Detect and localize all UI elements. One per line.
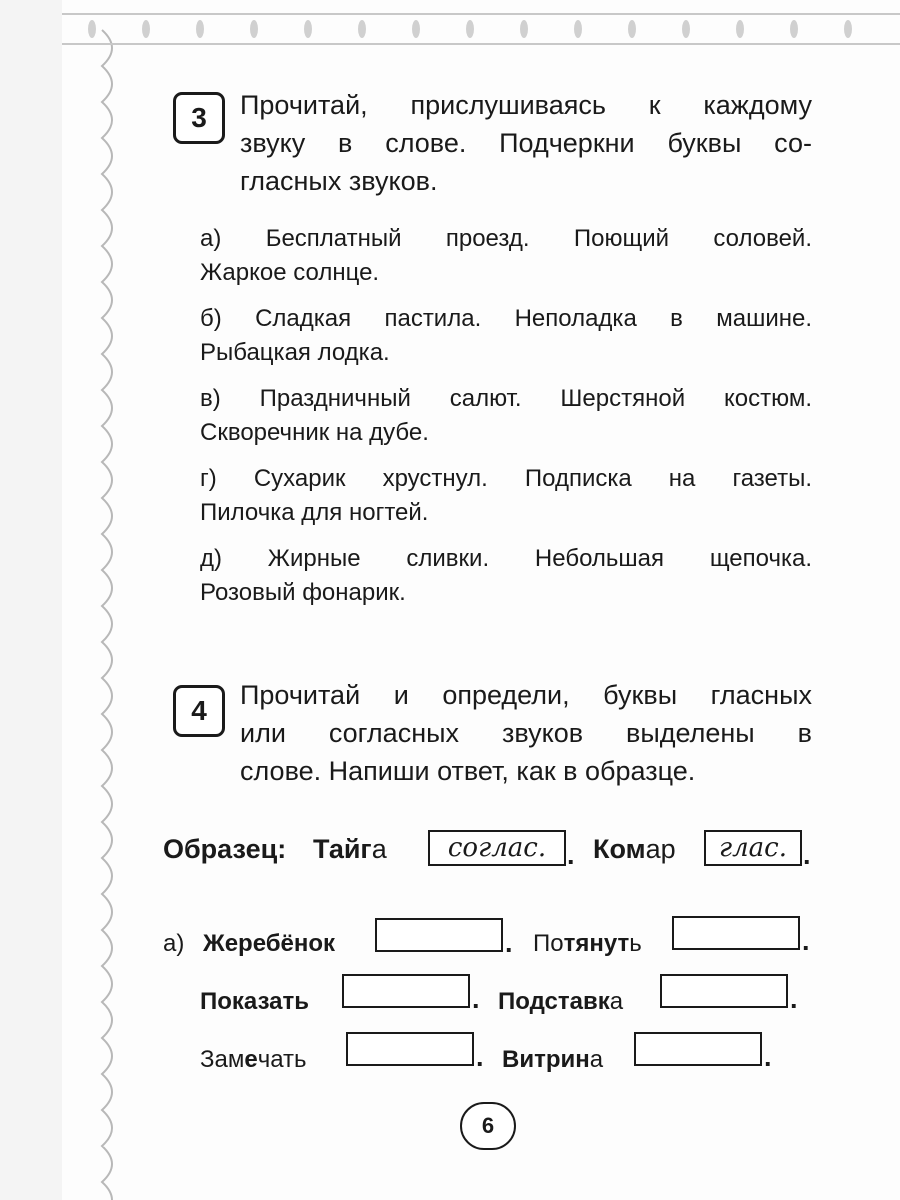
exercise-prefix: а) (163, 930, 185, 957)
word-part: а (609, 988, 624, 1015)
item-line: г) Сухарик хрустнул. Подписка на газеты. (200, 465, 812, 492)
sample-answer-2: глас. (704, 830, 802, 866)
ring-hole (736, 20, 744, 38)
sample-word-1 (313, 834, 387, 865)
sample-word-2 (593, 834, 676, 865)
exercise-dot: . (472, 984, 480, 1014)
exercise-word-3 (200, 988, 309, 1016)
page-number: 6 (460, 1102, 516, 1150)
instruction-line: Прочитай и определи, буквы гласных (240, 680, 812, 710)
ring-hole (520, 20, 528, 38)
sample-dot: . (803, 840, 811, 870)
item-line: д) Жирные сливки. Небольшая щепочка. (200, 545, 812, 572)
answer-box-3[interactable] (342, 974, 470, 1008)
exercise-dot: . (764, 1042, 772, 1072)
sample-word-1-rest: а (371, 834, 387, 864)
item-line: Жаркое солнце. (200, 259, 380, 286)
answer-box-5[interactable] (346, 1032, 474, 1066)
item-line: Скворечник на дубе. (200, 419, 429, 446)
sample-word-2-highlight: Ком (593, 834, 646, 864)
sample-label: Образец: (163, 834, 287, 864)
instruction-line: звуку в слове. Подчеркни буквы со- (240, 128, 812, 158)
word-highlight: Показать (200, 988, 310, 1015)
ring-hole (574, 20, 582, 38)
ring-hole (844, 20, 852, 38)
task-3-number: 3 (173, 92, 225, 144)
page-scalloped-edge (96, 30, 124, 1190)
word-part: чать (257, 1046, 307, 1073)
task-3-item-a (200, 222, 812, 290)
instruction-line: или согласных звуков выделены в (240, 718, 812, 748)
ring-hole (466, 20, 474, 38)
exercise-word-2 (533, 930, 642, 958)
exercise-dot: . (790, 984, 798, 1014)
word-highlight: е (244, 1046, 258, 1073)
sample-word-2-rest: ар (645, 834, 676, 864)
item-line: Пилочка для ногтей. (200, 499, 429, 526)
word-part: Зам (200, 1046, 245, 1073)
ring-hole (250, 20, 258, 38)
sample-row (163, 826, 813, 876)
word-part: ь (629, 930, 642, 957)
task-3-item-c (200, 382, 812, 450)
ring-hole (790, 20, 798, 38)
sample-answer-1: соглас. (428, 830, 566, 866)
exercise-word-6 (502, 1046, 603, 1074)
word-highlight: Подставк (498, 988, 610, 1015)
task-3-item-d (200, 462, 812, 530)
exercise-word-1 (203, 930, 335, 958)
word-highlight: Жеребёнок (203, 930, 336, 957)
word-highlight: тянут (563, 930, 630, 957)
ring-hole (682, 20, 690, 38)
ring-hole (358, 20, 366, 38)
word-part: По (533, 930, 564, 957)
instruction-line: гласных звуков. (240, 166, 438, 196)
exercise-word-4 (498, 988, 623, 1016)
item-line: а) Бесплатный проезд. Поющий соловей. (200, 225, 812, 252)
item-line: Розовый фонарик. (200, 579, 406, 606)
ring-hole (142, 20, 150, 38)
item-line: Рыбацкая лодка. (200, 339, 390, 366)
instruction-line: Прочитай, прислушиваясь к каждому (240, 90, 812, 120)
answer-box-4[interactable] (660, 974, 788, 1008)
ring-hole (304, 20, 312, 38)
top-ring-binding (62, 0, 900, 60)
sample-word-1-highlight: Тайг (313, 834, 372, 864)
item-line: б) Сладкая пастила. Неполадка в машине. (200, 305, 812, 332)
ring-hole (196, 20, 204, 38)
answer-box-2[interactable] (672, 916, 800, 950)
task-4-number: 4 (173, 685, 225, 737)
task-3-item-b (200, 302, 812, 370)
sample-dot: . (567, 840, 575, 870)
exercise-dot: . (802, 926, 810, 956)
ring-hole (412, 20, 420, 38)
task-4-instruction (240, 676, 812, 790)
task-3-instruction (240, 86, 812, 200)
word-part: а (589, 1046, 604, 1073)
item-line: в) Праздничный салют. Шерстяной костюм. (200, 385, 812, 412)
word-highlight: Витрин (502, 1046, 590, 1073)
answer-box-1[interactable] (375, 918, 503, 952)
exercise-dot: . (476, 1042, 484, 1072)
ring-hole (88, 20, 96, 38)
exercise-word-5 (200, 1046, 307, 1074)
exercise-dot: . (505, 928, 513, 958)
instruction-line: слове. Напиши ответ, как в образце. (240, 756, 696, 786)
answer-box-6[interactable] (634, 1032, 762, 1066)
task-3-item-e (200, 542, 812, 610)
ring-hole (628, 20, 636, 38)
